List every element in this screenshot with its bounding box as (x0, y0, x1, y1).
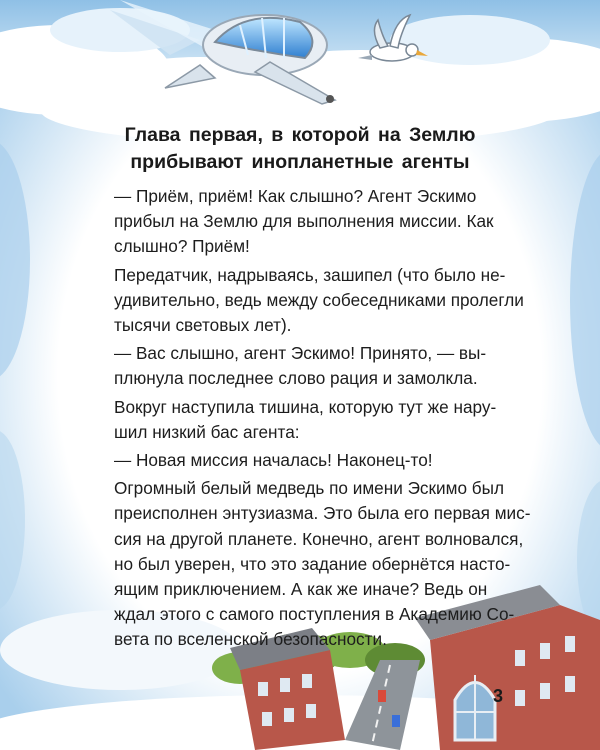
chapter-title-line: Глава первая, в которой на Землю (124, 124, 476, 146)
text-line: шил низкий бас агента: (114, 421, 300, 442)
text-line: прибыл на Землю для выполнения миссии. Как (114, 211, 494, 232)
text-line: Вокруг наступила тишина, которую тут же нару- (114, 396, 497, 417)
page-number: 3 (493, 686, 504, 706)
text-line: сия на другой планете. Конечно, агент волновался, (114, 528, 524, 549)
text-line: — Приём, приём! Как слышно? Агент Эскимо (114, 186, 477, 206)
text-line: ящим приключением. А как же иначе? Ведь он (114, 579, 488, 600)
text-line: но был уверен, что это задание обернётся насто- (114, 553, 511, 574)
chapter-title-line: прибывают инопланетные агенты (130, 151, 470, 173)
text-line: плюнула последнее слово рация и замолкла. (114, 368, 478, 389)
text-line: — Новая миссия началась! Наконец-то! (114, 450, 433, 471)
chapter-body (114, 184, 531, 656)
text-line: ждал этого с самого поступления в Академию Со- (114, 604, 515, 625)
text-line: вета по вселенской безопасности. (114, 629, 387, 650)
paragraph (114, 395, 514, 445)
text-line: — Вас слышно, агент Эскимо! Принято, — вы- (114, 343, 487, 364)
paragraph (114, 184, 514, 260)
paragraph (114, 263, 524, 339)
text-line: Передатчик, надрываясь, зашипел (что было не- (114, 264, 506, 285)
text-line: тысячи световых лет). (114, 315, 292, 336)
text-line: Огромный белый медведь по имени Эскимо был (114, 478, 505, 499)
paragraph (114, 341, 514, 391)
text-line: удивительно, ведь между собеседниками пролегли (114, 289, 524, 310)
chapter-title (60, 122, 540, 176)
text-line: слышно? Приём! (114, 236, 250, 257)
paragraph (114, 476, 531, 652)
paragraph (114, 448, 514, 473)
text-line: преисполнен энтузиазма. Это была его первая мис- (114, 503, 531, 524)
